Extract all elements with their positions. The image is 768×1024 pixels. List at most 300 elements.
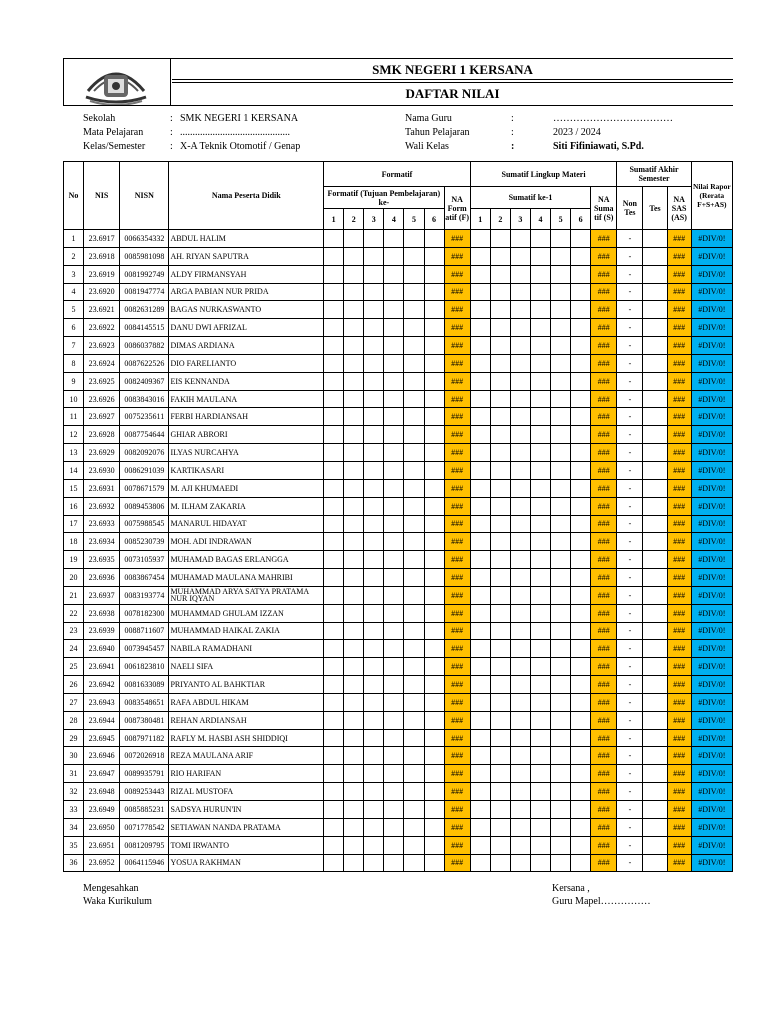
cell-formatif-score (344, 604, 364, 622)
cell-na-formatif: ### (444, 711, 470, 729)
cell-sumatif-score (510, 640, 530, 658)
cell-sumatif-score (551, 283, 571, 301)
cell-nama: MUHAMAD BAGAS ERLANGGA (169, 551, 324, 569)
cell-formatif-score (404, 372, 424, 390)
cell-sumatif-score (530, 818, 550, 836)
cell-formatif-score (424, 569, 444, 587)
cell-sumatif-score (470, 426, 490, 444)
cell-formatif-score (424, 801, 444, 819)
cell-formatif-score (424, 497, 444, 515)
cell-na-sumatif: ### (591, 801, 617, 819)
cell-formatif-score (404, 765, 424, 783)
cell-na-formatif: ### (444, 337, 470, 355)
cell-na-sas: ### (667, 408, 691, 426)
cell-sumatif-score (571, 515, 591, 533)
cell-sumatif-score (551, 711, 571, 729)
cell-formatif-score (344, 747, 364, 765)
cell-nis: 23.6923 (84, 337, 120, 355)
cell-non-tes: - (617, 569, 643, 587)
cell-tes (643, 801, 667, 819)
document-title: DAFTAR NILAI (405, 86, 500, 101)
cell-na-sas: ### (667, 622, 691, 640)
cell-sumatif-score (530, 658, 550, 676)
cell-na-sas: ### (667, 283, 691, 301)
cell-formatif-score (404, 640, 424, 658)
cell-sumatif-score (571, 658, 591, 676)
cell-formatif-score (344, 765, 364, 783)
cell-formatif-score (404, 747, 424, 765)
header-sumatif-num: 3 (510, 209, 530, 230)
cell-formatif-score (324, 569, 344, 587)
cell-sumatif-score (470, 586, 490, 604)
cell-sumatif-score (510, 390, 530, 408)
header-formatif-num: 3 (364, 209, 384, 230)
cell-sumatif-score (530, 408, 550, 426)
cell-formatif-score (344, 818, 364, 836)
cell-sumatif-score (470, 497, 490, 515)
cell-sumatif-score (490, 747, 510, 765)
cell-formatif-score (324, 444, 344, 462)
cell-sumatif-score (530, 265, 550, 283)
cell-formatif-score (324, 711, 344, 729)
cell-formatif-score (344, 658, 364, 676)
cell-formatif-score (344, 801, 364, 819)
cell-sumatif-score (551, 604, 571, 622)
cell-no: 22 (64, 604, 84, 622)
cell-sumatif-score (571, 301, 591, 319)
cell-formatif-score (424, 426, 444, 444)
cell-no: 18 (64, 533, 84, 551)
cell-formatif-score (404, 854, 424, 872)
cell-nisn: 0081947774 (120, 283, 169, 301)
cell-nilai-rapor: #DIV/0! (691, 693, 732, 711)
cell-nis: 23.6933 (84, 515, 120, 533)
cell-tes (643, 444, 667, 462)
cell-nis: 23.6936 (84, 569, 120, 587)
cell-formatif-score (404, 408, 424, 426)
cell-non-tes: - (617, 408, 643, 426)
cell-formatif-score (364, 551, 384, 569)
cell-formatif-score (424, 230, 444, 248)
wali-value: Siti Fifiniawati, S.Pd. (553, 141, 644, 152)
cell-formatif-score (404, 783, 424, 801)
cell-sumatif-score (470, 747, 490, 765)
cell-nilai-rapor: #DIV/0! (691, 640, 732, 658)
cell-na-sumatif: ### (591, 676, 617, 694)
cell-sumatif-score (510, 283, 530, 301)
cell-sumatif-score (551, 676, 571, 694)
cell-na-sas: ### (667, 497, 691, 515)
cell-nilai-rapor: #DIV/0! (691, 426, 732, 444)
cell-sumatif-score (551, 265, 571, 283)
cell-formatif-score (384, 836, 404, 854)
cell-formatif-score (424, 319, 444, 337)
cell-nilai-rapor: #DIV/0! (691, 551, 732, 569)
cell-formatif-score (324, 337, 344, 355)
cell-formatif-score (324, 729, 344, 747)
cell-non-tes: - (617, 319, 643, 337)
cell-formatif-score (324, 301, 344, 319)
cell-formatif-score (384, 801, 404, 819)
cell-formatif-score (384, 622, 404, 640)
cell-formatif-score (424, 408, 444, 426)
cell-nis: 23.6952 (84, 854, 120, 872)
cell-nisn: 0083867454 (120, 569, 169, 587)
cell-no: 24 (64, 640, 84, 658)
cell-sumatif-score (571, 729, 591, 747)
cell-na-sas: ### (667, 461, 691, 479)
cell-nilai-rapor: #DIV/0! (691, 497, 732, 515)
cell-sumatif-score (470, 230, 490, 248)
cell-na-formatif: ### (444, 408, 470, 426)
cell-sumatif-score (571, 354, 591, 372)
cell-nisn: 0082092076 (120, 444, 169, 462)
cell-non-tes: - (617, 658, 643, 676)
cell-sumatif-score (470, 783, 490, 801)
table-row (64, 783, 733, 801)
cell-no: 32 (64, 783, 84, 801)
cell-sumatif-score (530, 693, 550, 711)
cell-formatif-score (344, 426, 364, 444)
cell-sumatif-score (470, 319, 490, 337)
cell-tes (643, 479, 667, 497)
cell-na-sas: ### (667, 658, 691, 676)
cell-formatif-score (364, 497, 384, 515)
cell-nisn: 0087622526 (120, 354, 169, 372)
cell-formatif-score (364, 444, 384, 462)
cell-nama: PRIYANTO AL BAHKTIAR (169, 676, 324, 694)
cell-na-formatif: ### (444, 676, 470, 694)
cell-nilai-rapor: #DIV/0! (691, 283, 732, 301)
cell-formatif-score (424, 479, 444, 497)
table-row (64, 265, 733, 283)
cell-sumatif-score (490, 461, 510, 479)
cell-sumatif-score (510, 729, 530, 747)
cell-sumatif-score (470, 265, 490, 283)
cell-formatif-score (384, 372, 404, 390)
cell-sumatif-score (490, 408, 510, 426)
cell-formatif-score (404, 515, 424, 533)
cell-nama: M. ILHAM ZAKARIA (169, 497, 324, 515)
cell-nama: M. AJI KHUMAEDI (169, 479, 324, 497)
cell-sumatif-score (571, 426, 591, 444)
cell-nis: 23.6940 (84, 640, 120, 658)
cell-no: 2 (64, 247, 84, 265)
cell-formatif-score (384, 658, 404, 676)
cell-nilai-rapor: #DIV/0! (691, 569, 732, 587)
cell-formatif-score (404, 658, 424, 676)
cell-nilai-rapor: #DIV/0! (691, 729, 732, 747)
cell-na-sumatif: ### (591, 426, 617, 444)
cell-nama: RIZAL MUSTOFA (169, 783, 324, 801)
header-na-sas: NA SAS (AS) (667, 187, 691, 230)
cell-non-tes: - (617, 497, 643, 515)
cell-sumatif-score (490, 569, 510, 587)
cell-sumatif-score (510, 569, 530, 587)
cell-na-sas: ### (667, 444, 691, 462)
cell-sumatif-score (490, 497, 510, 515)
cell-formatif-score (344, 586, 364, 604)
header-sumatif-num: 4 (530, 209, 550, 230)
cell-no: 6 (64, 319, 84, 337)
cell-nisn: 0087380481 (120, 711, 169, 729)
cell-sumatif-score (571, 408, 591, 426)
cell-formatif-score (424, 693, 444, 711)
cell-sumatif-score (470, 711, 490, 729)
cell-sumatif-score (551, 444, 571, 462)
cell-formatif-score (384, 497, 404, 515)
cell-na-sumatif: ### (591, 283, 617, 301)
cell-sumatif-score (510, 372, 530, 390)
cell-na-formatif: ### (444, 319, 470, 337)
cell-sumatif-score (530, 533, 550, 551)
cell-tes (643, 676, 667, 694)
table-row (64, 658, 733, 676)
cell-na-sas: ### (667, 693, 691, 711)
cell-sumatif-score (510, 230, 530, 248)
cell-sumatif-score (551, 461, 571, 479)
cell-formatif-score (364, 533, 384, 551)
cell-no: 36 (64, 854, 84, 872)
cell-formatif-score (344, 622, 364, 640)
cell-sumatif-score (551, 408, 571, 426)
colon: : (170, 113, 173, 124)
cell-nilai-rapor: #DIV/0! (691, 818, 732, 836)
cell-na-sas: ### (667, 783, 691, 801)
table-row (64, 390, 733, 408)
cell-nama: TOMI IRWANTO (169, 836, 324, 854)
cell-na-sas: ### (667, 230, 691, 248)
cell-formatif-score (364, 372, 384, 390)
cell-nis: 23.6919 (84, 265, 120, 283)
cell-sumatif-score (490, 765, 510, 783)
cell-no: 27 (64, 693, 84, 711)
cell-nis: 23.6944 (84, 711, 120, 729)
cell-tes (643, 693, 667, 711)
cell-tes (643, 265, 667, 283)
cell-formatif-score (404, 301, 424, 319)
cell-sumatif-score (530, 497, 550, 515)
cell-nama: MUHAMMAD ARYA SATYA PRATAMA NUR IQYAN (169, 586, 324, 604)
header-na-formatif: NA Form atif (F) (444, 187, 470, 230)
cell-sumatif-score (510, 783, 530, 801)
cell-no: 7 (64, 337, 84, 355)
cell-nilai-rapor: #DIV/0! (691, 372, 732, 390)
cell-nama: MUHAMAD MAULANA MAHRIBI (169, 569, 324, 587)
cell-no: 13 (64, 444, 84, 462)
cell-na-sumatif: ### (591, 640, 617, 658)
cell-nisn: 0086291039 (120, 461, 169, 479)
cell-sumatif-score (470, 569, 490, 587)
cell-formatif-score (364, 569, 384, 587)
cell-sumatif-score (530, 676, 550, 694)
cell-sumatif-score (470, 729, 490, 747)
cell-sumatif-score (530, 372, 550, 390)
cell-na-sumatif: ### (591, 622, 617, 640)
cell-na-formatif: ### (444, 230, 470, 248)
cell-nilai-rapor: #DIV/0! (691, 337, 732, 355)
cell-sumatif-score (490, 836, 510, 854)
cell-formatif-score (324, 390, 344, 408)
cell-formatif-score (324, 854, 344, 872)
cell-formatif-score (384, 604, 404, 622)
cell-nilai-rapor: #DIV/0! (691, 765, 732, 783)
cell-sumatif-score (470, 354, 490, 372)
header-rule (172, 79, 733, 80)
cell-formatif-score (404, 337, 424, 355)
cell-nisn: 0089935791 (120, 765, 169, 783)
cell-sumatif-score (510, 836, 530, 854)
cell-tes (643, 408, 667, 426)
cell-formatif-score (344, 408, 364, 426)
cell-sumatif-score (470, 854, 490, 872)
header-nama: Nama Peserta Didik (169, 162, 324, 230)
cell-formatif-score (364, 515, 384, 533)
cell-formatif-score (424, 337, 444, 355)
cell-sumatif-score (490, 693, 510, 711)
cell-formatif-score (364, 230, 384, 248)
tahun-value: 2023 / 2024 (553, 127, 601, 138)
header-non-tes: Non Tes (617, 187, 643, 230)
cell-na-formatif: ### (444, 586, 470, 604)
cell-sumatif-score (571, 533, 591, 551)
table-row (64, 586, 733, 604)
cell-formatif-score (324, 479, 344, 497)
cell-sumatif-score (490, 479, 510, 497)
cell-formatif-score (404, 676, 424, 694)
table-row (64, 622, 733, 640)
cell-sumatif-score (470, 551, 490, 569)
cell-formatif-score (424, 729, 444, 747)
table-row (64, 765, 733, 783)
cell-sumatif-score (490, 783, 510, 801)
cell-sumatif-score (490, 283, 510, 301)
cell-formatif-score (324, 230, 344, 248)
cell-nilai-rapor: #DIV/0! (691, 836, 732, 854)
cell-formatif-score (324, 533, 344, 551)
cell-na-formatif: ### (444, 729, 470, 747)
cell-sumatif-score (510, 301, 530, 319)
cell-tes (643, 783, 667, 801)
cell-tes (643, 247, 667, 265)
cell-formatif-score (404, 569, 424, 587)
cell-formatif-score (344, 354, 364, 372)
cell-formatif-score (344, 283, 364, 301)
cell-formatif-score (424, 551, 444, 569)
cell-na-sumatif: ### (591, 319, 617, 337)
cell-formatif-score (324, 408, 344, 426)
cell-formatif-score (424, 372, 444, 390)
cell-formatif-score (344, 372, 364, 390)
cell-tes (643, 765, 667, 783)
cell-sumatif-score (571, 586, 591, 604)
cell-tes (643, 354, 667, 372)
cell-nisn: 0071778542 (120, 818, 169, 836)
cell-nama: AH. RIYAN SAPUTRA (169, 247, 324, 265)
cell-sumatif-score (551, 319, 571, 337)
cell-sumatif-score (490, 265, 510, 283)
cell-na-sumatif: ### (591, 818, 617, 836)
cell-na-sas: ### (667, 765, 691, 783)
cell-non-tes: - (617, 586, 643, 604)
cell-formatif-score (384, 230, 404, 248)
cell-no: 35 (64, 836, 84, 854)
cell-formatif-score (324, 283, 344, 301)
cell-non-tes: - (617, 444, 643, 462)
cell-sumatif-score (470, 461, 490, 479)
cell-non-tes: - (617, 711, 643, 729)
cell-formatif-score (364, 337, 384, 355)
cell-formatif-score (344, 854, 364, 872)
cell-formatif-score (344, 247, 364, 265)
cell-sumatif-score (530, 801, 550, 819)
cell-na-sas: ### (667, 301, 691, 319)
cell-tes (643, 747, 667, 765)
cell-na-formatif: ### (444, 265, 470, 283)
cell-tes (643, 461, 667, 479)
cell-sumatif-score (551, 533, 571, 551)
cell-formatif-score (324, 836, 344, 854)
cell-formatif-score (364, 836, 384, 854)
cell-formatif-score (424, 444, 444, 462)
cell-non-tes: - (617, 479, 643, 497)
cell-nilai-rapor: #DIV/0! (691, 711, 732, 729)
cell-na-sumatif: ### (591, 265, 617, 283)
table-row (64, 604, 733, 622)
cell-sumatif-score (510, 854, 530, 872)
cell-sumatif-score (510, 265, 530, 283)
cell-formatif-score (404, 533, 424, 551)
cell-sumatif-score (530, 247, 550, 265)
cell-na-formatif: ### (444, 765, 470, 783)
cell-sumatif-score (530, 426, 550, 444)
cell-nis: 23.6920 (84, 283, 120, 301)
cell-formatif-score (344, 230, 364, 248)
cell-sumatif-score (510, 444, 530, 462)
cell-sumatif-score (551, 854, 571, 872)
cell-no: 25 (64, 658, 84, 676)
cell-sumatif-score (530, 729, 550, 747)
cell-formatif-score (424, 711, 444, 729)
cell-na-sumatif: ### (591, 372, 617, 390)
cell-sumatif-score (470, 301, 490, 319)
cell-sumatif-score (551, 390, 571, 408)
cell-sumatif-score (551, 515, 571, 533)
cell-non-tes: - (617, 640, 643, 658)
mengesahkan-label: Mengesahkan (83, 883, 139, 894)
cell-non-tes: - (617, 693, 643, 711)
cell-non-tes: - (617, 676, 643, 694)
cell-formatif-score (384, 444, 404, 462)
cell-tes (643, 283, 667, 301)
cell-sumatif-score (530, 854, 550, 872)
cell-formatif-score (344, 515, 364, 533)
cell-na-formatif: ### (444, 836, 470, 854)
cell-formatif-score (364, 604, 384, 622)
cell-sumatif-score (530, 301, 550, 319)
cell-tes (643, 230, 667, 248)
cell-sumatif-score (510, 497, 530, 515)
cell-sumatif-score (571, 444, 591, 462)
header-na-sumatif: NA Suma tif (S) (591, 187, 617, 230)
cell-formatif-score (384, 693, 404, 711)
cell-sumatif-score (510, 604, 530, 622)
cell-sumatif-score (571, 247, 591, 265)
cell-nama: FAKIH MAULANA (169, 390, 324, 408)
cell-sumatif-score (510, 426, 530, 444)
cell-sumatif-score (551, 479, 571, 497)
cell-nisn: 0072026918 (120, 747, 169, 765)
